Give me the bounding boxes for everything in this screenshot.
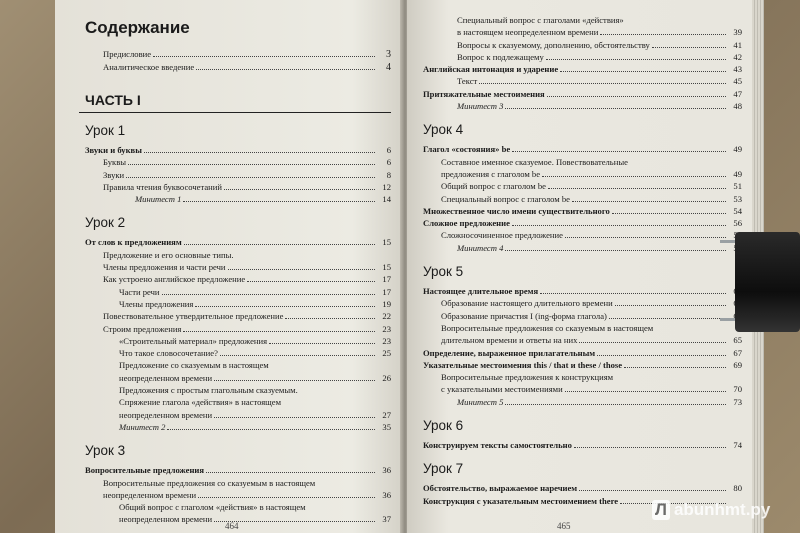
toc-row: Вопросительные предложения к конструкциям (441, 372, 614, 383)
lesson-title: Урок 7 (423, 461, 464, 477)
lesson-title: Урок 3 (85, 443, 126, 459)
toc-row: предложения с глаголом be 49 (441, 168, 742, 179)
right-page (407, 0, 752, 533)
divider (79, 112, 391, 113)
toc-row: Звуки 8 (103, 169, 391, 180)
toc-row: От слов к предложениям 15 (85, 237, 391, 248)
lesson-title: Урок 6 (423, 418, 464, 434)
toc-row: Вопросы к сказуемому, дополнению, обстоятельству 41 (457, 39, 742, 50)
intro-list (79, 48, 391, 74)
toc-row: Минитест 5 73 (457, 396, 742, 407)
toc-row: Сложное предложение 56 (423, 218, 742, 229)
toc-row: Конструкция с указательным местоимением there (417, 495, 742, 507)
toc-row: Вопросительные предложения со сказуемым в настоящем (103, 477, 316, 488)
toc-row: Общий вопрос с глаголом «действия» в настоящем (119, 502, 306, 513)
toc-row: Части речи 17 (119, 286, 391, 297)
toc-row: Минитест 4 (417, 242, 742, 254)
toc-row: Аналитическое введение 4 (103, 62, 391, 73)
toc-row: Специальный вопрос с глаголами «действия» (457, 15, 624, 25)
page-number: 465 (557, 521, 571, 531)
toc-row: Сложносочиненное предложение (417, 229, 742, 241)
toc-row: Притяжательные местоимения 47 (423, 88, 742, 99)
toc-row: «Строительный материал» предложения 23 (119, 335, 391, 346)
page-number: 464 (225, 521, 239, 531)
toc-row: Как устроено английское предложение 17 (103, 274, 391, 285)
toc-row: Глагол «состояния» be 49 (423, 144, 742, 155)
toc-row: Предложение со сказуемым в настоящем (119, 360, 269, 371)
toc-row: неопределенном времени 26 (119, 372, 391, 383)
binder-clip (735, 232, 800, 332)
toc-row: Буквы 6 (103, 157, 391, 168)
watermark-badge: Л (652, 500, 670, 520)
toc-row: Минитест 1 14 (135, 194, 391, 205)
toc-row: Составное именное сказуемое. Повествовательные (441, 156, 628, 167)
toc-row: Текст 45 (457, 76, 742, 87)
toc-row: Настоящее длительное время (417, 285, 742, 297)
toc-row: Предисловие 3 (103, 49, 391, 60)
toc-row: Звуки и буквы 6 (85, 145, 391, 155)
toc-row: Правила чтения буквосочетаний 12 (103, 181, 391, 192)
toc-row: Что такое словосочетание? 25 (119, 348, 391, 359)
toc-row: Конструируем тексты самостоятельно 74 (423, 440, 742, 451)
toc-row: Спряжение глагола «действия» в настоящем (119, 397, 282, 408)
toc-row: Образование настоящего длительного времени (417, 297, 742, 309)
toc-row: Повествовательное утвердительное предложение 22 (103, 311, 391, 322)
toc-row: Общий вопрос с глаголом be 51 (441, 181, 742, 192)
lesson-title: Урок 4 (423, 122, 464, 138)
toc-row: Вопросительные предложения 36 (85, 465, 391, 476)
lesson-title: Урок 1 (85, 123, 126, 138)
toc-row: длительном времени и ответы на них 65 (441, 335, 742, 346)
toc-row: Обстоятельство, выражаемое наречием 80 (423, 483, 742, 494)
left-page (55, 0, 405, 533)
toc-row: неопределенном времени 36 (103, 489, 391, 500)
lesson-title: Урок 5 (423, 264, 464, 280)
toc-row: Специальный вопрос с глаголом be 53 (441, 193, 742, 204)
toc-row: неопределенном времени 27 (119, 409, 391, 420)
toc-row: неопределенном времени 37 (119, 514, 391, 525)
toc-row: Указательные местоимения this / that и these / those 69 (423, 359, 742, 370)
toc-row: Образование причастия I (ing-форма глагола) (417, 310, 742, 322)
toc-row: Множественное число имени существительного 54 (423, 205, 742, 216)
toc-row: Минитест 2 35 (119, 421, 391, 432)
toc-row: Вопрос к подлежащему 42 (457, 51, 742, 62)
toc-row: Предложения с простым глагольным сказуемым. (119, 385, 298, 396)
part-title: ЧАСТЬ I (85, 92, 141, 108)
toc-row: Строим предложения 23 (103, 323, 391, 334)
toc-row: Определение, выраженное прилагательным 67 (423, 347, 742, 358)
toc-row: в настоящем неопределенном времени 39 (457, 27, 742, 38)
toc-row: Члены предложения 19 (119, 298, 391, 309)
toc-row: Предложение и его основные типы. (103, 249, 234, 260)
toc-row: Члены предложения и части речи 15 (103, 262, 391, 273)
watermark (652, 500, 770, 520)
toc-row: Минитест 3 48 (457, 101, 742, 112)
toc-row: Английская интонация и ударение 43 (423, 64, 742, 75)
toc-row: Вопросительные предложения со сказуемым в настоящем (441, 322, 654, 333)
watermark-text: abunhmt.py (673, 500, 771, 519)
toc-row: с указательными местоимениями 70 (441, 384, 742, 395)
contents-title: Содержание (85, 18, 190, 37)
lesson-title: Урок 2 (85, 215, 126, 231)
